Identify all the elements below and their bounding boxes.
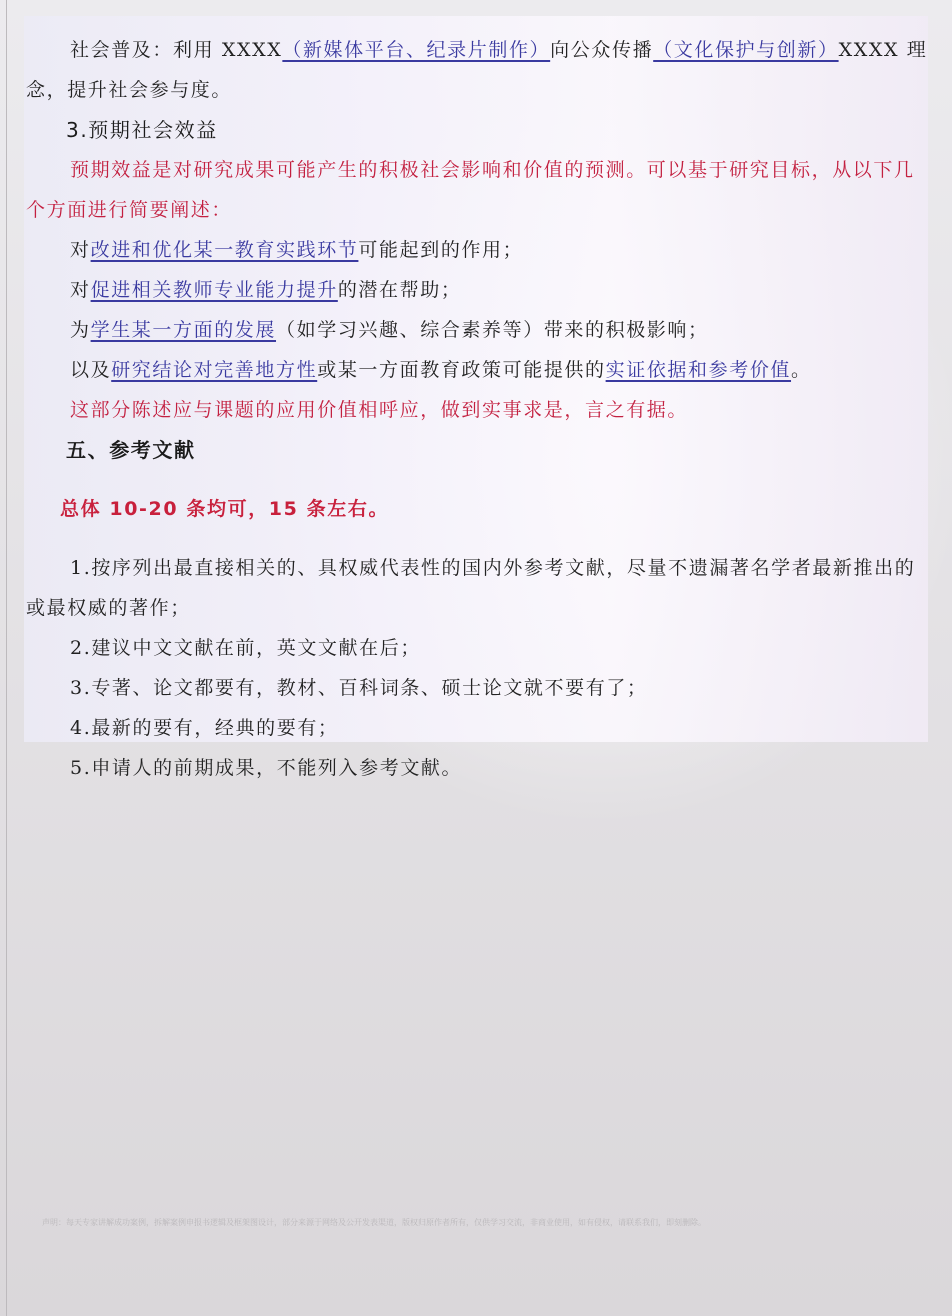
benefit-item-1: 对改进和优化某一教育实践环节可能起到的作用； <box>70 239 524 261</box>
document-body <box>26 30 930 788</box>
page-edge <box>6 0 7 1316</box>
link-local-policy[interactable]: 研究结论对完善地方性 <box>111 359 318 381</box>
link-student-development[interactable]: 学生某一方面的发展 <box>90 319 277 341</box>
reference-rule-1: 1.按序列出最直接相关的、具权威代表性的国内外参考文献，尽量不遗漏著名学者最新推出的或最权威的著作； <box>26 557 916 619</box>
reference-rule-4: 4.最新的要有，经典的要有； <box>70 717 339 739</box>
reference-rule-3: 3.专著、论文都要有，教材、百科词条、硕士论文就不要有了； <box>70 677 648 699</box>
social-popularization-paragraph: 社会普及：利用 XXXX（新媒体平台、纪录片制作）向公众传播（文化保护与创新）XXXX 理念，提升社会参与度。 <box>26 39 928 101</box>
link-teacher-ability[interactable]: 促进相关教师专业能力提升 <box>90 279 338 301</box>
link-new-media[interactable]: （新媒体平台、纪录片制作） <box>282 39 551 61</box>
link-education-practice[interactable]: 改进和优化某一教育实践环节 <box>90 239 359 261</box>
section-3-note: 这部分陈述应与课题的应用价值相呼应，做到实事求是，言之有据。 <box>70 399 689 421</box>
benefit-item-2: 对促进相关教师专业能力提升的潜在帮助； <box>70 279 462 301</box>
benefit-item-4: 以及研究结论对完善地方性或某一方面教育政策可能提供的实证依据和参考价值。 <box>70 359 812 381</box>
benefit-item-3: 为学生某一方面的发展（如学习兴趣、综合素养等）带来的积极影响； <box>70 319 709 341</box>
section-3-intro: 预期效益是对研究成果可能产生的积极社会影响和价值的预测。可以基于研究目标，从以下几个方面进行简要阐述： <box>26 159 915 221</box>
link-evidence-value[interactable]: 实证依据和参考价值 <box>605 359 792 381</box>
reference-rule-5: 5.申请人的前期成果，不能列入参考文献。 <box>70 757 463 779</box>
section-3-title: 3.预期社会效益 <box>66 118 218 142</box>
footer-disclaimer: 声明：每天专家讲解成功案例，拆解案例申报书逻辑及框架图设计，部分来源于网络及公开发表渠道，版权归原作者所有，仅供学习交流，非商业使用，如有侵权，请联系我们，即刻删除。 <box>42 1218 706 1227</box>
reference-rule-2: 2.建议中文文献在前，英文文献在后； <box>70 637 421 659</box>
section-5-note: 总体 10-20 条均可，15 条左右。 <box>60 498 390 520</box>
section-5-title: 五、参考文献 <box>66 438 196 462</box>
link-culture-protection[interactable]: （文化保护与创新） <box>653 39 839 61</box>
